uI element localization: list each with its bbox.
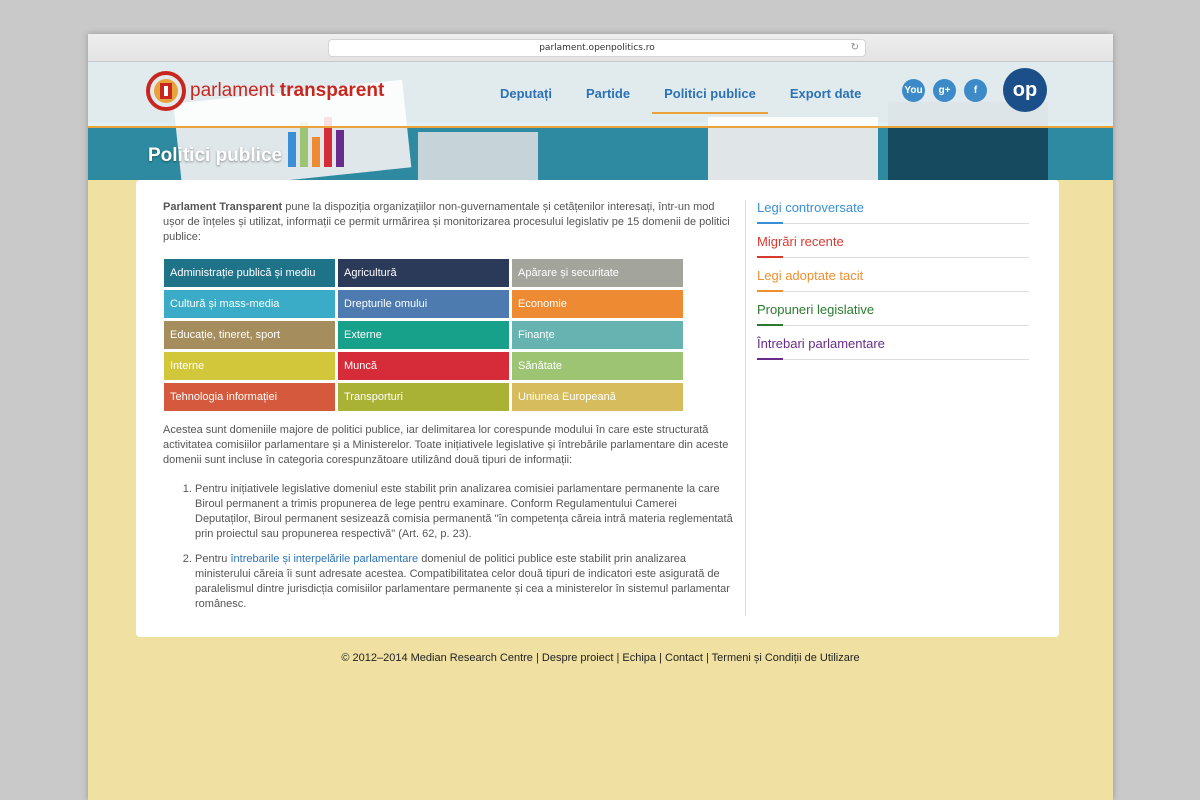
sidebar-link-accent (757, 358, 783, 360)
criteria-list (163, 482, 733, 612)
domain-tile[interactable]: Apărare și securitate (512, 259, 683, 287)
logo-text (190, 80, 384, 102)
domain-tile[interactable]: Economie (512, 290, 683, 318)
site-logo[interactable] (146, 71, 384, 111)
nav-partide[interactable]: Partide (586, 86, 631, 101)
url-text: parlament.openpolitics.ro (539, 43, 655, 53)
domains-grid (164, 259, 733, 411)
browser-toolbar (88, 34, 1113, 62)
questions-link[interactable]: întrebarile și interpelările parlamentare (230, 553, 419, 565)
youtube-icon[interactable]: You (902, 79, 925, 102)
google-plus-icon[interactable]: g+ (933, 79, 956, 102)
nav-politici-publice[interactable]: Politici publice (652, 86, 768, 114)
address-bar[interactable] (328, 39, 866, 57)
domain-tile[interactable]: Agricultură (338, 259, 509, 287)
social-links (902, 79, 995, 102)
domain-tile[interactable]: Externe (338, 321, 509, 349)
reload-icon[interactable]: ↻ (850, 42, 859, 53)
domain-tile[interactable]: Transporturi (338, 383, 509, 411)
sidebar-link[interactable] (757, 234, 1029, 258)
logo-text-part-b: transparent (279, 80, 385, 101)
domain-tile[interactable]: Sănătate (512, 352, 683, 380)
domain-tile[interactable]: Tehnologia informației (164, 383, 335, 411)
domain-tile[interactable]: Finanțe (512, 321, 683, 349)
column-divider (745, 200, 746, 616)
logo-text-part-a: parlament (190, 80, 275, 101)
sidebar (757, 200, 1029, 370)
sidebar-link-label: Legi controversate (757, 200, 864, 215)
list-item-pre: Pentru (195, 553, 231, 565)
main-column (163, 200, 733, 622)
sidebar-link-accent (757, 222, 783, 224)
list-item: 1. Pentru inițiativele legislative domeniul este stabilit prin analizarea comisiei parlamentare permanente la care Biroul permanent a trimis propunerea de lege pentru examinare. Conform Regulamentului Camerei Deputaților, Biroul permanent sesizează comisia permanentă "în competența căreia intră materia reglementată prin proiectul sau propunerea respectivă" (Art. 62, p. 23). (195, 482, 733, 542)
content-panel (136, 180, 1059, 637)
sidebar-link[interactable] (757, 268, 1029, 292)
sidebar-link-accent (757, 324, 783, 326)
domain-tile[interactable]: Drepturile omului (338, 290, 509, 318)
sidebar-link-label: Întrebari parlamentare (757, 336, 885, 351)
sidebar-link[interactable] (757, 302, 1029, 326)
domains-explanation: Acestea sunt domeniile majore de politici publice, iar delimitarea lor corespunde modului în care este structurată activitatea comisiilor parlamentare și a Ministerelor. Toate inițiativele legislative și întrebările parlamentare din aceste domenii sunt incluse în categoria corespunzătoare utilizând două tipuri de informații: (163, 424, 729, 466)
domain-tile[interactable]: Uniunea Europeană (512, 383, 683, 411)
intro-bold: Parlament Transparent (163, 201, 283, 213)
page-title: Politici publice (148, 145, 283, 166)
list-item (195, 552, 733, 612)
sidebar-link-accent (757, 256, 783, 258)
domain-tile[interactable]: Cultură și mass-media (164, 290, 335, 318)
domain-tile[interactable]: Interne (164, 352, 335, 380)
site-header (88, 62, 1113, 180)
sidebar-link-label: Propuneri legislative (757, 302, 875, 317)
sidebar-link-accent (757, 290, 783, 292)
domain-tile[interactable]: Administrație publică și mediu (164, 259, 335, 287)
nav-deputati[interactable]: Deputați (500, 86, 552, 101)
domain-tile[interactable]: Educație, tineret, sport (164, 321, 335, 349)
sidebar-link-label: Migrări recente (757, 234, 844, 249)
domain-tile[interactable]: Muncă (338, 352, 509, 380)
sidebar-link[interactable] (757, 200, 1029, 224)
facebook-icon[interactable]: f (964, 79, 987, 102)
list-item-post: domeniul de politici publice este stabilit prin analizarea ministerului căreia îi sunt adresate acestea. Compatibilitatea celor două tipuri de indicatori este asigurată de paralelismul dintre jurisdicția comisiilor parlamentare permanente și cea a ministerelor în sistemul parlamentar românesc. (195, 553, 730, 610)
intro-text: pune la dispoziția organizațiilor non-guvernamentale și cetățenilor interesați, într-un mod ușor de înțeles și utilizat, informații ce permit urmărirea și monitorizarea procesului legislativ pe 15 domenii de politici publice: (163, 201, 730, 243)
nav-export-date[interactable]: Export date (789, 86, 862, 101)
logo-icon (146, 71, 186, 111)
browser-window (88, 34, 1113, 800)
footer: © 2012–2014 Median Research Centre | Despre proiect | Echipa | Contact | Termeni și Condiții de Utilizare (341, 652, 860, 664)
top-navigation-bar (88, 62, 1113, 128)
intro-paragraph (163, 200, 733, 245)
main-nav (500, 86, 895, 114)
openpolitics-logo[interactable]: op (1003, 68, 1047, 112)
sidebar-link-label: Legi adoptate tacit (757, 268, 864, 283)
sidebar-link[interactable] (757, 336, 1029, 360)
